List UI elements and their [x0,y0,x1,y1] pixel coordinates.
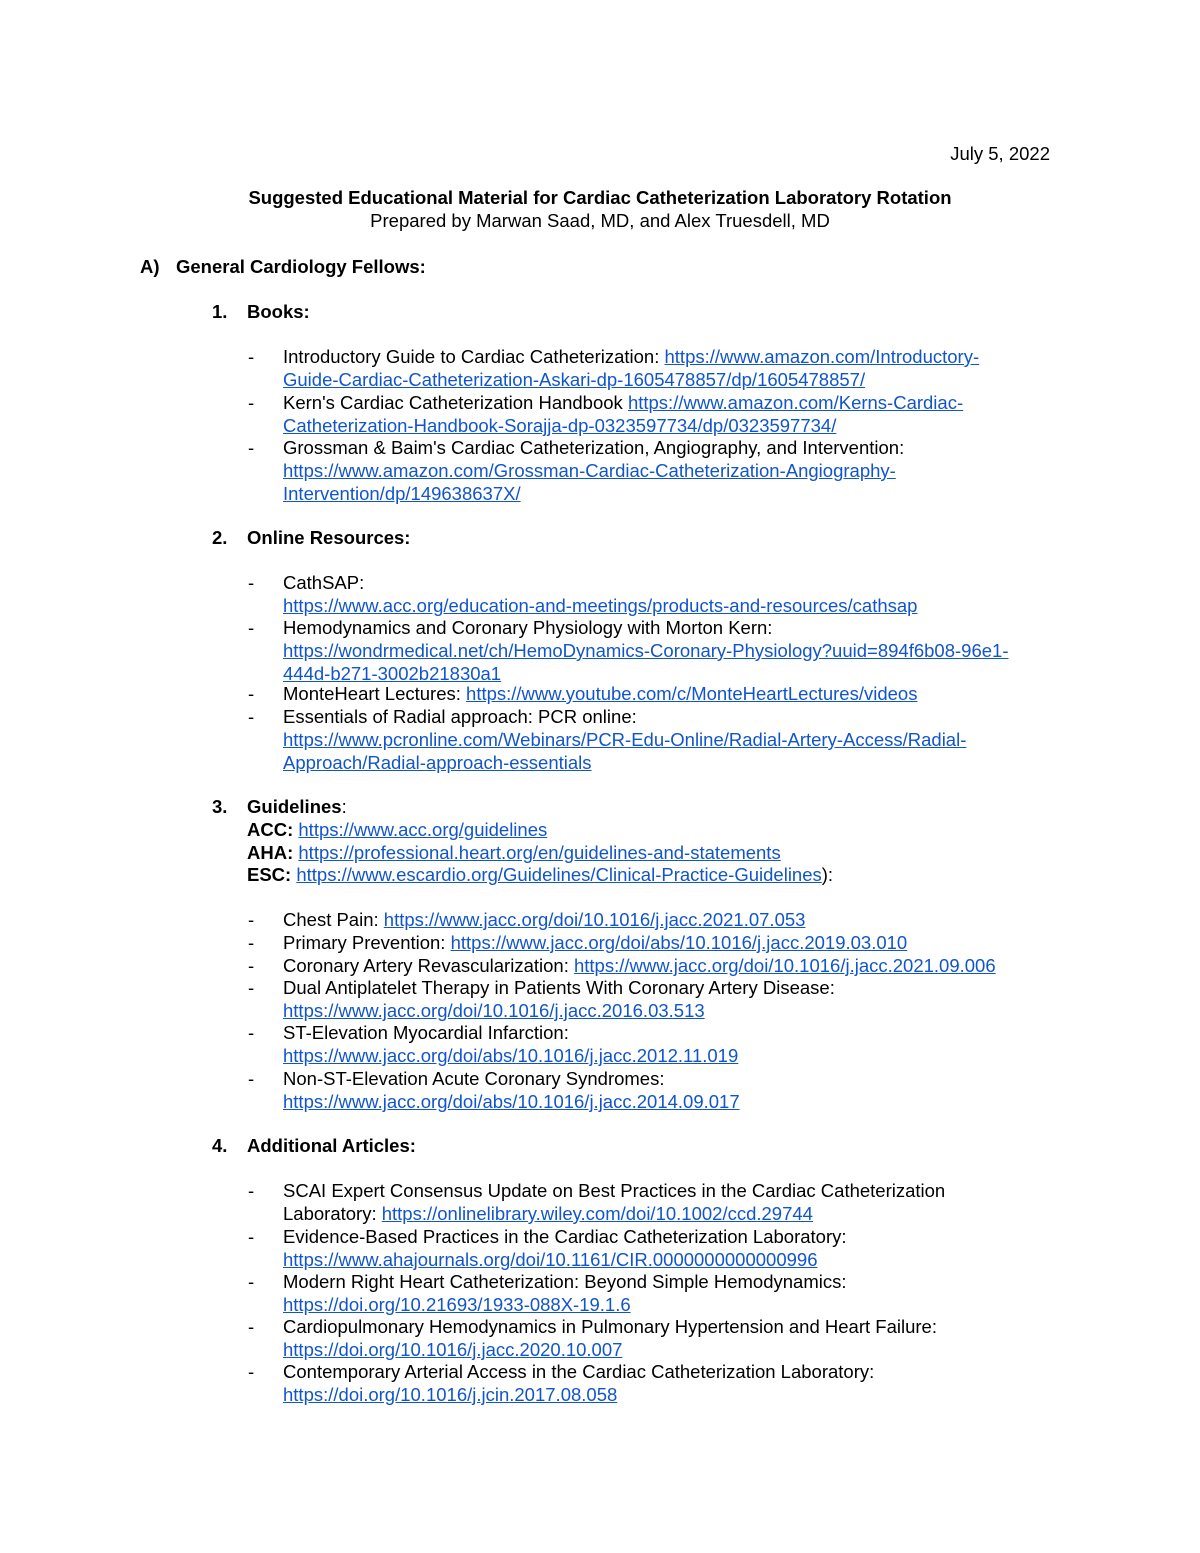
guidelines-label: Guidelines [247,796,342,817]
list-bullet: - [248,683,255,704]
document-date: July 5, 2022 [950,143,1050,164]
book-link[interactable]: https://www.amazon.com/Grossman-Cardiac-Catheterization-Angiography- [283,460,896,481]
resource-item [283,682,917,705]
guidelines-number: 3. [212,796,228,817]
guideline-link[interactable]: https://www.jacc.org/doi/abs/10.1016/j.jacc.2014.09.017 [283,1091,740,1112]
article-link[interactable]: https://doi.org/10.1016/j.jacc.2020.10.007 [283,1339,623,1360]
guideline-link[interactable]: https://www.jacc.org/doi/10.1016/j.jacc.2021.07.053 [383,909,806,930]
guideline-title: ST-Elevation Myocardial Infarction: [283,1022,569,1043]
acc-link[interactable]: https://www.acc.org/guidelines [298,819,548,840]
aha-link[interactable]: https://professional.heart.org/en/guidelines-and-statements [298,842,781,863]
book-link-cont[interactable]: Intervention/dp/149638637X/ [283,483,521,504]
article-title: SCAI Expert Consensus Update on Best Practices in the Cardiac Catheterization [283,1180,946,1201]
book-item [283,345,979,391]
guideline-item [283,976,835,1022]
resource-link[interactable]: https://www.youtube.com/c/MonteHeartLectures/videos [466,683,918,704]
guideline-source-esc [247,863,833,886]
list-bullet: - [248,1180,255,1201]
article-title-cont: Laboratory: [283,1203,382,1224]
guideline-title: Primary Prevention: [283,932,451,953]
list-bullet: - [248,617,255,638]
guideline-source-aha [247,841,781,864]
list-bullet: - [248,1068,255,1089]
guideline-link[interactable]: https://www.jacc.org/doi/abs/10.1016/j.jacc.2019.03.010 [450,932,908,953]
resource-link[interactable]: https://www.pcronline.com/Webinars/PCR-Edu-Online/Radial-Artery-Access/Radial- [283,729,967,750]
article-link[interactable]: https://www.ahajournals.org/doi/10.1161/CIR.0000000000000996 [283,1249,818,1270]
resource-link[interactable]: https://www.acc.org/education-and-meetings/products-and-resources/cathsap [283,595,918,616]
book-title: Grossman & Baim's Cardiac Catheterization, Angiography, and Intervention: [283,437,905,458]
guideline-title: Chest Pain: [283,909,384,930]
article-item [283,1315,937,1361]
book-title: Introductory Guide to Cardiac Catheterization: [283,346,665,367]
resource-title: MonteHeart Lectures: [283,683,467,704]
online-label: Online Resources: [247,527,411,548]
online-heading [212,526,410,549]
article-link[interactable]: https://doi.org/10.1016/j.jcin.2017.08.058 [283,1384,618,1405]
list-bullet: - [248,932,255,953]
articles-heading [212,1134,416,1157]
books-label: Books: [247,301,310,322]
esc-link[interactable]: https://www.escardio.org/Guidelines/Clinical-Practice-Guidelines [296,864,822,885]
list-bullet: - [248,437,255,458]
list-bullet: - [248,955,255,976]
article-item [283,1179,945,1225]
article-title: Cardiopulmonary Hemodynamics in Pulmonary Hypertension and Heart Failure: [283,1316,937,1337]
list-bullet: - [248,1361,255,1382]
section-letter: A) [140,256,160,277]
guidelines-colon: : [341,796,347,817]
list-bullet: - [248,346,255,367]
resource-item [283,705,966,774]
document-title: Suggested Educational Material for Cardiac Catheterization Laboratory Rotation [248,187,952,208]
article-title: Modern Right Heart Catheterization: Beyond Simple Hemodynamics: [283,1271,847,1292]
article-link[interactable]: https://onlinelibrary.wiley.com/doi/10.1002/ccd.29744 [381,1203,813,1224]
resource-link-cont[interactable]: 444d-b271-3002b21830a1 [283,663,502,684]
section-heading [140,255,426,278]
guideline-item [283,908,805,931]
list-bullet: - [248,1226,255,1247]
book-title: Kern's Cardiac Catheterization Handbook [283,392,628,413]
guideline-title: Dual Antiplatelet Therapy in Patients With Coronary Artery Disease: [283,977,835,998]
acc-label: ACC: [247,819,294,840]
document-subtitle: Prepared by Marwan Saad, MD, and Alex Truesdell, MD [370,210,830,231]
guideline-source-acc [247,818,547,841]
article-item [283,1360,874,1406]
esc-tail: ): [821,864,834,885]
list-bullet: - [248,977,255,998]
list-bullet: - [248,1316,255,1337]
guideline-item [283,1021,738,1067]
guideline-item [283,954,996,977]
resource-item [283,571,917,617]
article-title: Evidence-Based Practices in the Cardiac Catheterization Laboratory: [283,1226,847,1247]
article-item [283,1225,847,1271]
books-number: 1. [212,301,228,322]
online-number: 2. [212,527,228,548]
book-link-cont[interactable]: Catheterization-Handbook-Sorajja-dp-0323597734/dp/0323597734/ [283,415,837,436]
article-item [283,1270,846,1316]
section-label: General Cardiology Fellows: [176,256,426,277]
guideline-link[interactable]: https://www.jacc.org/doi/10.1016/j.jacc.2016.03.513 [283,1000,705,1021]
resource-item [283,616,1008,685]
articles-label: Additional Articles: [247,1135,416,1156]
book-link[interactable]: https://www.amazon.com/Introductory- [664,346,980,367]
esc-label: ESC: [247,864,292,885]
book-item [283,391,963,437]
resource-title: Hemodynamics and Coronary Physiology with Morton Kern: [283,617,773,638]
articles-number: 4. [212,1135,228,1156]
guideline-link[interactable]: https://www.jacc.org/doi/abs/10.1016/j.jacc.2012.11.019 [283,1045,739,1066]
list-bullet: - [248,1271,255,1292]
resource-title: CathSAP: [283,572,365,593]
book-link[interactable]: https://www.amazon.com/Kerns-Cardiac- [627,392,964,413]
article-link[interactable]: https://doi.org/10.21693/1933-088X-19.1.6 [283,1294,631,1315]
book-item [283,436,904,505]
guideline-link[interactable]: https://www.jacc.org/doi/10.1016/j.jacc.2021.09.006 [573,955,996,976]
list-bullet: - [248,572,255,593]
guideline-item [283,1067,740,1113]
article-title: Contemporary Arterial Access in the Cardiac Catheterization Laboratory: [283,1361,875,1382]
books-heading [212,300,310,323]
guidelines-heading [212,795,347,818]
guideline-title: Coronary Artery Revascularization: [283,955,574,976]
list-bullet: - [248,1022,255,1043]
resource-link[interactable]: https://wondrmedical.net/ch/HemoDynamics-Coronary-Physiology?uuid=894f6b08-96e1- [283,640,1009,661]
resource-title: Essentials of Radial approach: PCR online: [283,706,637,727]
resource-link-cont[interactable]: Approach/Radial-approach-essentials [283,752,592,773]
aha-label: AHA: [247,842,294,863]
list-bullet: - [248,706,255,727]
list-bullet: - [248,392,255,413]
guideline-item [283,931,907,954]
book-link-cont[interactable]: Guide-Cardiac-Catheterization-Askari-dp-1605478857/dp/1605478857/ [283,369,866,390]
list-bullet: - [248,909,255,930]
guideline-title: Non-ST-Elevation Acute Coronary Syndromes: [283,1068,665,1089]
